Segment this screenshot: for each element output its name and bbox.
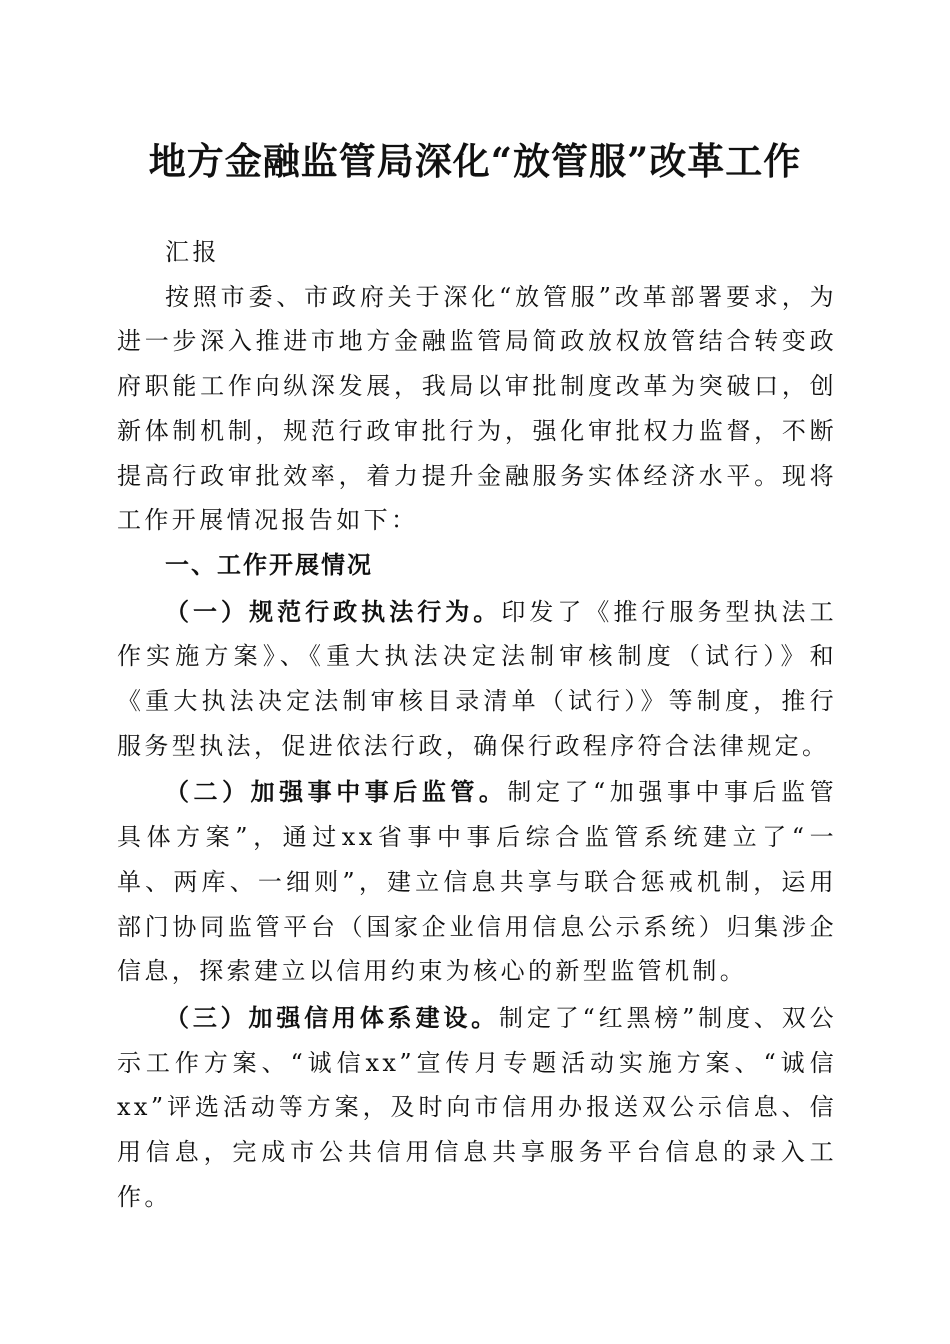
item-lead: （一）规范行政执法行为。	[165, 597, 502, 626]
section-heading: 一、工作开展情况	[165, 550, 373, 579]
item-lead: （三）加强信用体系建设。	[165, 1003, 500, 1032]
item-lead: （二）加强事中事后监管。	[165, 778, 508, 807]
item-text: 制定了“加强事中事后监管具体方案”，通过xx省事中事后综合监管系统建立了“一单、两库、一细则”，建立信息共享与联合惩戒机制，运用部门协同监管平台（国家企业信用信息公示系统）归集涉企信息，探索建立以信用约束为核心的新型监管机制。	[117, 778, 837, 986]
section-item-1	[117, 590, 837, 769]
section-item-2	[117, 770, 837, 994]
subtitle: 汇报	[165, 238, 220, 266]
item-text: 印发了《推行服务型执法工作实施方案》、《重大执法决定法制审核制度（试行）》和《重大执法决定法制审核目录清单（试行）》等制度，推行服务型执法，促进依法行政，确保行政程序符合法律规定。	[117, 597, 837, 760]
document-body	[117, 230, 837, 1219]
section-item-3	[117, 996, 837, 1220]
document-title: 地方金融监管局深化“放管服”改革工作	[148, 139, 802, 183]
intro-paragraph: 按照市委、市政府关于深化“放管服”改革部署要求，为进一步深入推进市地方金融监管局简政放权放管结合转变政府职能工作向纵深发展，我局以审批制度改革为突破口，创新体制机制，规范行政审批行为，强化审批权力监督，不断提高行政审批效率，着力提升金融服务实体经济水平。现将工作开展情况报告如下：	[117, 282, 837, 535]
item-text: 制定了“红黑榜”制度、双公示工作方案、“诚信xx”宣传月专题活动实施方案、“诚信xx”评选活动等方案，及时向市信用办报送双公示信息、信用信息，完成市公共信用信息共享服务平台信息的录入工作。	[117, 1003, 837, 1211]
